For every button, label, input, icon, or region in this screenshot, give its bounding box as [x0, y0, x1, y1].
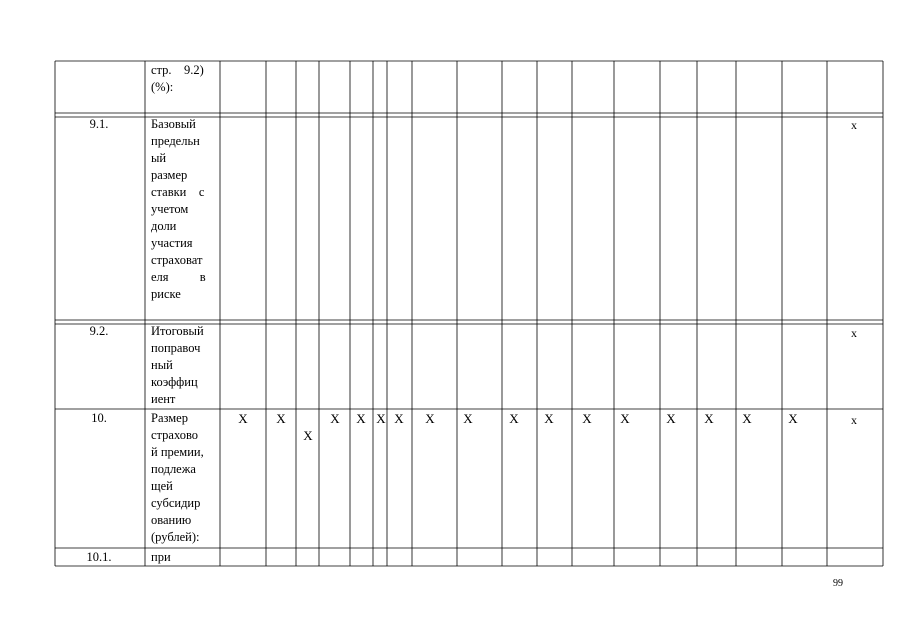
label-line: поправоч — [151, 341, 201, 355]
row-number: 10.1. — [86, 550, 112, 564]
row10-mark: Х — [704, 411, 714, 426]
row-number: 10. — [91, 411, 107, 425]
row10-mark: Х — [544, 411, 554, 426]
row10-mark: Х — [425, 411, 435, 426]
last-column-mark: x — [851, 326, 857, 340]
row-label — [151, 116, 206, 303]
row10-mark: Х — [742, 411, 752, 426]
label-line: стр. 9.2) — [151, 63, 204, 77]
label-line: при — [151, 550, 171, 564]
row10-mark: Х — [376, 411, 386, 426]
label-line: ный — [151, 358, 173, 372]
label-line: (рублей): — [151, 530, 200, 544]
label-line: учетом — [151, 202, 189, 216]
label-line: субсидир — [151, 496, 201, 510]
label-line: участия — [151, 236, 193, 250]
row-label — [151, 410, 204, 546]
label-line: страховат — [151, 253, 203, 267]
row10-mark: Х — [394, 411, 404, 426]
row10-mark: Х — [666, 411, 676, 426]
label-line: доли — [151, 219, 177, 233]
row10-mark: Х — [620, 411, 630, 426]
row10-mark: Х — [463, 411, 473, 426]
label-line: размер — [151, 168, 188, 182]
row-number: 9.2. — [89, 324, 109, 338]
label-line: Итоговый — [151, 324, 204, 338]
row10-mark: Х — [276, 411, 286, 426]
row-label — [151, 62, 217, 96]
label-line: щей — [151, 479, 173, 493]
row10-mark: Х — [788, 411, 798, 426]
row10-mark: Х — [582, 411, 592, 426]
label-line: еля в — [151, 270, 206, 284]
label-line: (%): — [151, 80, 174, 94]
label-line: ованию — [151, 513, 192, 527]
label-line: коэффиц — [151, 375, 198, 389]
label-line: ый — [151, 151, 167, 165]
label-line: иент — [151, 392, 176, 406]
label-line: Размер — [151, 411, 188, 425]
label-line: Базовый — [151, 117, 196, 131]
label-line: й премии, — [151, 445, 204, 459]
row-label — [151, 549, 171, 566]
page-number: 99 — [833, 578, 843, 589]
label-line: ставки с — [151, 185, 205, 199]
label-line: предельн — [151, 134, 200, 148]
last-column-mark: x — [851, 413, 857, 427]
row10-mark: Х — [238, 411, 248, 426]
label-line: подлежа — [151, 462, 196, 476]
row10-mark: Х — [303, 428, 313, 443]
last-column-mark: x — [851, 118, 857, 132]
row-number: 9.1. — [89, 117, 109, 131]
row10-mark: Х — [330, 411, 340, 426]
row10-mark: Х — [356, 411, 366, 426]
row10-mark: Х — [509, 411, 519, 426]
row-label — [151, 323, 204, 408]
label-line: риске — [151, 287, 181, 301]
label-line: страхово — [151, 428, 199, 442]
